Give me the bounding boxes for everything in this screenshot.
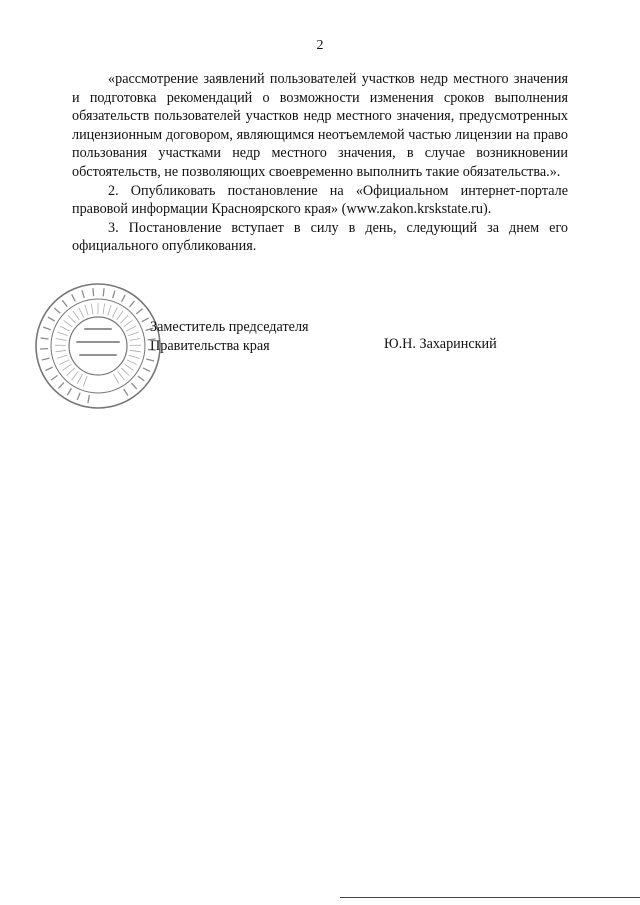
footer-rule bbox=[340, 897, 640, 898]
signature-title-line: Правительства края bbox=[150, 337, 270, 354]
stamp-letter-mark bbox=[131, 383, 136, 389]
stamp-letter-mark bbox=[85, 305, 88, 315]
stamp-letter-mark bbox=[83, 376, 87, 386]
stamp-letter-mark bbox=[42, 358, 50, 360]
stamp-letter-mark bbox=[77, 393, 80, 400]
stamp-letter-mark bbox=[48, 317, 55, 321]
stamp-letter-mark bbox=[146, 359, 154, 361]
stamp-letter-mark bbox=[113, 374, 118, 384]
stamp-letter-mark bbox=[120, 315, 128, 323]
stamp-letter-mark bbox=[108, 305, 111, 315]
stamp-letter-mark bbox=[79, 308, 84, 318]
stamp-letter-mark bbox=[113, 291, 115, 299]
stamp-letter-mark bbox=[72, 294, 76, 301]
stamp-letter-mark bbox=[57, 332, 67, 336]
stamp-seal-icon bbox=[34, 282, 162, 410]
stamp-letter-mark bbox=[63, 364, 72, 370]
stamp-letter-mark bbox=[54, 308, 60, 313]
stamp-letter-mark bbox=[91, 304, 93, 315]
stamp-letter-mark bbox=[124, 389, 128, 396]
stamp-letter-mark bbox=[62, 300, 67, 306]
stamp-letter-mark bbox=[55, 350, 66, 351]
stamp-letter-mark bbox=[68, 315, 76, 323]
signature-title-line: Заместитель председателя bbox=[150, 319, 309, 335]
stamp-letter-mark bbox=[67, 368, 75, 376]
stamp-letter-mark bbox=[59, 360, 69, 365]
official-stamp bbox=[34, 282, 162, 410]
stamp-letter-mark bbox=[93, 288, 94, 296]
stamp-letter-mark bbox=[128, 332, 138, 336]
stamp-letter-mark bbox=[67, 388, 71, 395]
signatory-name: Ю.Н. Захаринский bbox=[384, 336, 497, 352]
stamp-letter-mark bbox=[103, 304, 105, 315]
stamp-letter-mark bbox=[124, 320, 133, 327]
stamp-letter-mark bbox=[60, 326, 70, 331]
stamp-letter-mark bbox=[129, 355, 140, 358]
stamp-letter-mark bbox=[126, 326, 136, 331]
stamp-letter-mark bbox=[136, 309, 142, 314]
stamp-letter-mark bbox=[112, 308, 117, 318]
stamp-letter-mark bbox=[58, 383, 63, 389]
stamp-letter-mark bbox=[45, 367, 52, 370]
stamp-letter-mark bbox=[88, 395, 89, 403]
stamp-letter-mark bbox=[117, 311, 123, 320]
stamp-letter-mark bbox=[57, 355, 68, 358]
stamp-letter-mark bbox=[127, 360, 137, 365]
stamp-letter-mark bbox=[77, 374, 82, 384]
stamp-letter-mark bbox=[43, 327, 51, 330]
stamp-letter-mark bbox=[72, 371, 79, 380]
stamp-letter-mark bbox=[73, 311, 79, 320]
stamp-letter-mark bbox=[82, 290, 84, 298]
stamp-letter-mark bbox=[138, 376, 144, 381]
stamp-letter-mark bbox=[64, 320, 73, 327]
stamp-letter-mark bbox=[41, 338, 49, 339]
paragraph: 3. Постановление вступает в силу в день, следующий за днем его официального опубликования. bbox=[72, 219, 568, 255]
stamp-letter-mark bbox=[121, 368, 129, 376]
stamp-letter-mark bbox=[130, 339, 141, 341]
stamp-letter-mark bbox=[121, 295, 125, 302]
stamp-letter-mark bbox=[129, 301, 134, 307]
stamp-letter-mark bbox=[56, 339, 67, 341]
stamp-letter-mark bbox=[142, 318, 149, 322]
stamp-letter-mark bbox=[103, 288, 104, 296]
document-body bbox=[72, 70, 568, 256]
stamp-letter-mark bbox=[51, 375, 57, 380]
stamp-letter-mark bbox=[118, 371, 125, 380]
stamp-letter-mark bbox=[143, 368, 150, 372]
paragraph: «рассмотрение заявлений пользователей участков недр местного значения и подготовка рекомендаций о возможности изменения сроков выполнения обязательств пользователей участков недр местного значения, предусмотренных лицензионным договором, являющимся неотъемлемой частью лицензии на право пользования участками недр местного значения, в случае возникновении обстоятельств, не позволяющих своевременно выполнить такие обязательства.». bbox=[72, 71, 568, 180]
signature-title bbox=[150, 318, 309, 355]
stamp-letter-mark bbox=[124, 364, 133, 370]
stamp-letter-mark bbox=[130, 350, 141, 351]
paragraph: 2. Опубликовать постановление на «Официальном интернет-портале правовой информации Красноярского края» (www.zakon.krskstate.ru). bbox=[72, 182, 568, 218]
page-number: 2 bbox=[316, 38, 324, 53]
